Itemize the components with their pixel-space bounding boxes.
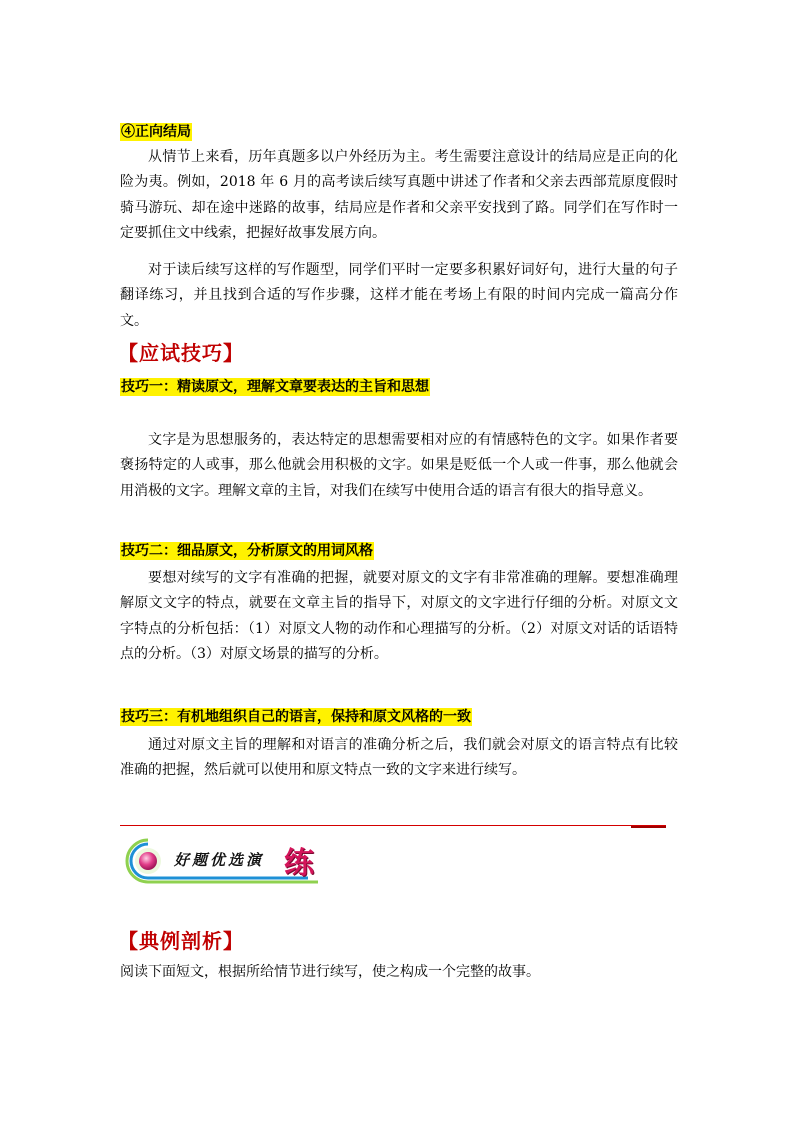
section-title-exam-skills: 【应试技巧】 (118, 341, 244, 365)
example-instruction: 阅读下面短文，根据所给情节进行续写，使之构成一个完整的故事。 (120, 964, 540, 980)
paragraph-writing-advice: 对于读后续写这样的写作题型，同学们平时一定要多积累好词好句，进行大量的句子翻译练习，并且找到合适的写作步骤，这样才能在考场上有限的时间内完成一篇高分作文。 (120, 262, 678, 329)
section-title-example-analysis: 【典例剖析】 (118, 929, 244, 953)
tip3-heading: 技巧三：有机地组织自己的语言，保持和原文风格的一致 (121, 709, 471, 725)
tip1-heading-row (120, 376, 680, 396)
section-heading-positive-ending: ④正向结局 (121, 124, 191, 140)
section-heading-row (120, 121, 680, 141)
banner-big-char: 练 (284, 846, 314, 881)
tip1-body: 文字是为思想服务的，表达特定的思想需要相对应的有情感特色的文字。如果作者要褒扬特定的人或事，那么他就会用积极的文字。如果是贬低一个人或一件事，那么他就会用消极的文字。理解文章的主旨，对我们在续写中使用合适的语言有很大的指导意义。 (120, 432, 678, 499)
section-divider-end (631, 826, 666, 828)
tip1-heading: 技巧一：精读原文，理解文章要表达的主旨和思想 (121, 379, 429, 395)
banner-text: 好题优选演 (174, 851, 265, 869)
tip3-heading-row (120, 706, 680, 726)
paragraph-plot-ending: 从情节上来看，历年真题多以户外经历为主。考生需要注意设计的结局应是正向的化险为夷。例如，2018 年 6 月的高考读后续写真题中讲述了作者和父亲去西部荒原度假时骑马游玩、却在途中迷路的故事，结局应是作者和父亲平安找到了路。同学们在写作时一定要抓住文中线索，把握好故事发展方向。 (120, 149, 678, 241)
section-divider (120, 825, 666, 826)
tip2-heading: 技巧二：细品原文，分析原文的用词风格 (121, 543, 373, 559)
tip2-heading-row (120, 540, 680, 560)
practice-banner (118, 836, 324, 884)
tip3-body: 通过对原文主旨的理解和对语言的准确分析之后，我们就会对原文的语言特点有比较准确的把握，然后就可以使用和原文特点一致的文字来进行续写。 (120, 737, 678, 779)
tip2-body: 要想对续写的文字有准确的把握，就要对原文的文字有非常准确的理解。要想准确理解原文文字的特点，就要在文章主旨的指导下，对原文的文字进行仔细的分析。对原文文字特点的分析包括：（1）对原文人物的动作和心理描写的分析。（2）对原文对话的话语特点的分析。（3）对原文场景的描写的分析。 (120, 570, 678, 662)
